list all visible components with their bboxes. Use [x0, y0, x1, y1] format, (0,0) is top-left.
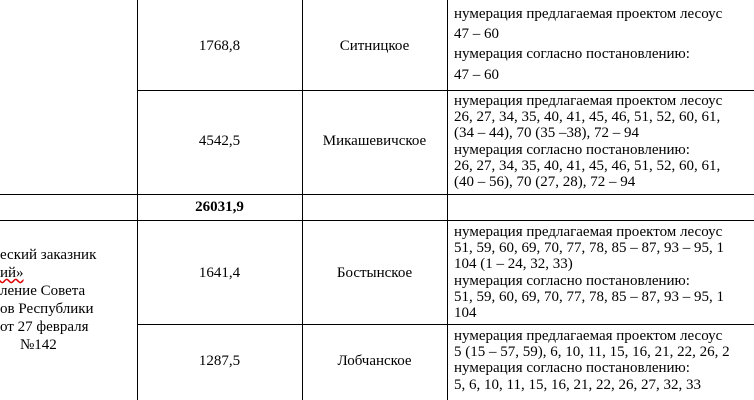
- note-line: нумерация согласно постановлению:: [454, 360, 690, 377]
- note-line: 5, 6, 10, 11, 15, 16, 21, 22, 26, 27, 32, 33: [454, 376, 701, 393]
- note-line: 26, 27, 34, 35, 40, 41, 45, 46, 51, 52, 60, 61,: [454, 157, 721, 174]
- reserve-name-line: №142: [20, 337, 57, 353]
- note-line: 47 – 60: [454, 66, 499, 83]
- reserve-name: [0, 246, 96, 354]
- note-line: 26, 27, 34, 35, 40, 41, 45, 46, 51, 52, 60, 61,: [454, 109, 721, 126]
- reserve-name-line: ий»: [0, 265, 24, 281]
- numbering-notes: [454, 6, 722, 83]
- forestry-cell: Микашевичское: [322, 133, 427, 149]
- note-line: 5 (15 – 57, 59), 6, 10, 11, 15, 16, 21, 22, 26, 2: [454, 344, 730, 361]
- note-line: нумерация предлагаемая проектом лесоус: [454, 224, 723, 240]
- row-divider: [0, 194, 754, 195]
- reserve-name-line: ление Совета: [0, 283, 86, 299]
- row-divider: [137, 90, 754, 91]
- reserve-name-line: ов Республики: [0, 301, 94, 317]
- area-cell: 1768,8: [198, 38, 241, 54]
- forestry-cell: Ситницкое: [339, 38, 410, 54]
- numbering-notes: [454, 93, 722, 190]
- note-line: (40 – 56), 70 (27, 28), 72 – 94: [454, 173, 636, 190]
- note-line: нумерация предлагаемая проектом лесоус: [454, 93, 723, 109]
- note-line: 104: [454, 304, 477, 321]
- numbering-notes: [454, 328, 730, 393]
- reserve-name-line: еский заказник: [0, 247, 97, 263]
- forestry-cell: Бостынское: [336, 265, 413, 281]
- note-line: 47 – 60: [454, 26, 499, 43]
- note-line: 51, 59, 60, 69, 70, 77, 78, 85 – 87, 93 – 95, 1: [454, 288, 724, 305]
- note-line: нумерация предлагаемая проектом лесоус: [454, 328, 723, 344]
- row-divider: [137, 324, 754, 325]
- column-divider: [447, 0, 448, 400]
- note-line: (34 – 44), 70 (35 –38), 72 – 94: [454, 125, 639, 142]
- area-cell: 4542,5: [198, 133, 241, 149]
- column-divider: [302, 0, 303, 400]
- note-line: нумерация согласно постановлению:: [454, 272, 690, 289]
- note-line: нумерация согласно постановлению:: [454, 46, 690, 63]
- note-line: нумерация согласно постановлению:: [454, 141, 690, 158]
- reserve-name-line: от 27 февраля: [0, 319, 89, 335]
- note-line: 104 (1 – 24, 32, 33): [454, 256, 573, 273]
- numbering-notes: [454, 224, 724, 321]
- forestry-cell: Лобчанское: [337, 353, 412, 369]
- note-line: нумерация предлагаемая проектом лесоус: [454, 6, 723, 22]
- area-cell: 1287,5: [198, 353, 241, 369]
- row-divider: [0, 220, 754, 221]
- total-area-cell: 26031,9: [195, 199, 244, 215]
- note-line: 51, 59, 60, 69, 70, 77, 78, 85 – 87, 93 – 95, 1: [454, 240, 724, 257]
- area-cell: 1641,4: [198, 265, 241, 281]
